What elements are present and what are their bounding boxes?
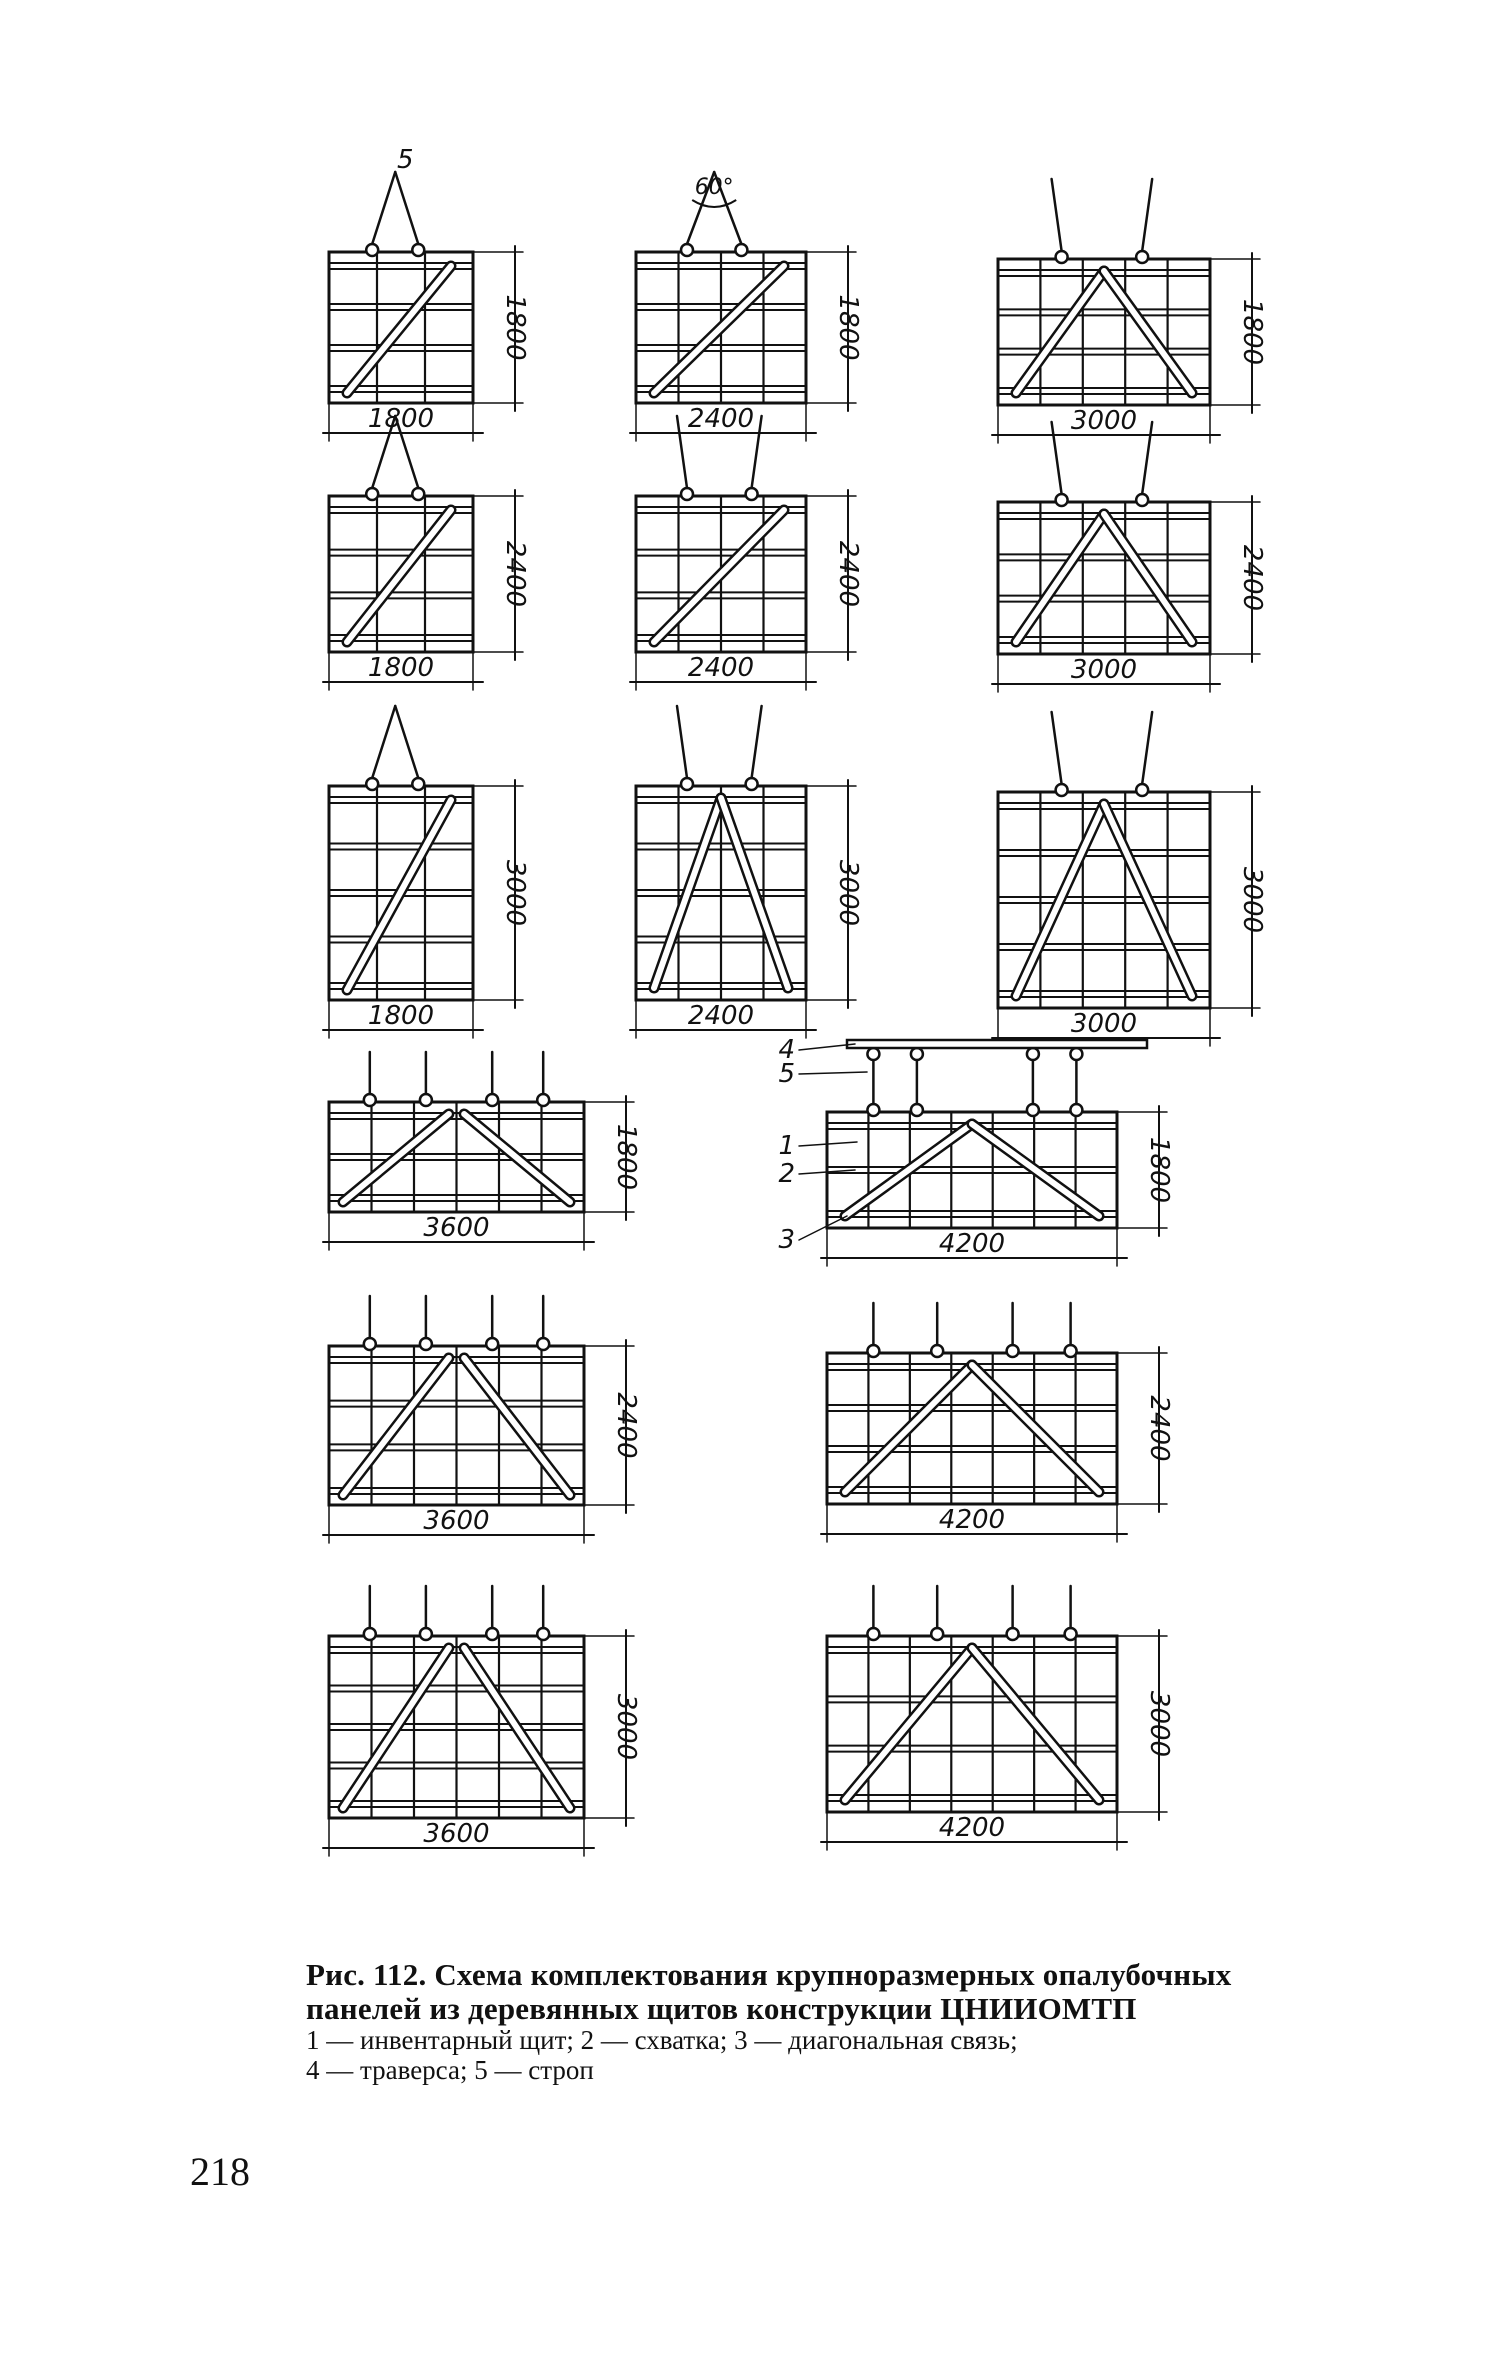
diagonal-brace (1104, 271, 1192, 393)
callout-2: 2 (778, 1159, 795, 1189)
callout-1: 1 (778, 1131, 795, 1161)
figure-caption-legend (306, 2025, 1266, 2085)
diagonal-brace (1016, 271, 1104, 393)
height-label: 1800 (1237, 298, 1267, 366)
width-label: 4200 (938, 1229, 1006, 1259)
height-label: 3000 (1237, 866, 1267, 934)
diagonal-brace (347, 266, 451, 393)
width-label: 1800 (367, 653, 435, 683)
width-label: 1800 (367, 1001, 435, 1031)
diagonal-brace (1104, 514, 1192, 642)
width-label: 2400 (687, 1001, 755, 1031)
sling-label-5: 5 (396, 145, 414, 175)
diagonal-brace (845, 1365, 972, 1492)
width-label: 4200 (938, 1813, 1006, 1843)
panel-12 (323, 1296, 641, 1543)
panel-4 (323, 416, 530, 690)
width-label: 3000 (1070, 406, 1138, 436)
panel-13 (821, 1303, 1174, 1542)
diagonal-brace (343, 1648, 449, 1808)
height-label: 3000 (500, 859, 530, 927)
diagonal-brace (1104, 804, 1192, 996)
diagonal-brace (347, 510, 451, 642)
diagonal-brace (1016, 514, 1104, 642)
panels-group (323, 145, 1267, 1856)
panel-15 (821, 1586, 1174, 1850)
diagonal-brace (464, 1114, 570, 1202)
figure-caption-title: Рис. 112. Схема комплектования крупноразмерных опалубочных панелей из деревянных щитов конструкции ЦНИИОМТП (306, 1957, 1232, 2026)
callout-4: 4 (778, 1035, 795, 1065)
height-label: 3000 (611, 1693, 641, 1761)
width-label: 2400 (687, 404, 755, 434)
width-label: 3000 (1070, 655, 1138, 685)
height-label: 2400 (611, 1392, 641, 1459)
diagonal-brace (464, 1358, 570, 1495)
diagonal-brace (1016, 804, 1104, 996)
legend-line-1: 1 — инвентарный щит; 2 — схватка; 3 — диагональная связь; (306, 2025, 1018, 2055)
width-label: 4200 (938, 1505, 1006, 1535)
panel-1 (323, 145, 530, 441)
panel-9 (992, 712, 1267, 1046)
height-label: 2400 (500, 540, 530, 608)
width-label: 3000 (1070, 1009, 1138, 1039)
panel-6 (992, 422, 1267, 692)
panel-2 (630, 172, 863, 441)
width-label: 3600 (423, 1506, 490, 1536)
page-number: 218 (190, 2149, 250, 2194)
panel-3 (992, 179, 1267, 443)
diagonal-brace (343, 1358, 449, 1495)
width-label: 1800 (367, 404, 435, 434)
callout-5: 5 (778, 1059, 795, 1089)
width-label: 2400 (687, 653, 755, 683)
panel-14 (323, 1586, 641, 1856)
diagonal-brace (845, 1124, 972, 1216)
panel-8 (630, 706, 863, 1038)
panel-10 (323, 1052, 641, 1250)
width-label: 3600 (423, 1213, 490, 1243)
diagonal-brace (721, 798, 788, 988)
angle-label: 60° (694, 175, 734, 200)
diagonal-brace (972, 1365, 1099, 1492)
diagonal-brace (972, 1648, 1099, 1800)
height-label: 2400 (1144, 1395, 1174, 1462)
diagonal-brace (654, 798, 721, 988)
height-label: 2400 (833, 540, 863, 608)
panel-11 (778, 1035, 1174, 1266)
width-label: 3600 (423, 1819, 490, 1849)
panel-7 (323, 706, 530, 1038)
callout-3: 3 (778, 1225, 795, 1255)
height-label: 3000 (1144, 1690, 1174, 1758)
diagonal-brace (343, 1114, 449, 1202)
panel-5 (630, 416, 863, 690)
height-label: 2400 (1237, 544, 1267, 612)
diagonal-brace (845, 1648, 972, 1800)
height-label: 1800 (833, 294, 863, 361)
legend-line-2: 4 — траверса; 5 — строп (306, 2055, 594, 2085)
diagonal-brace (464, 1648, 570, 1808)
height-label: 1800 (500, 294, 530, 361)
height-label: 1800 (1144, 1136, 1174, 1204)
height-label: 3000 (833, 859, 863, 927)
height-label: 1800 (611, 1123, 641, 1191)
diagonal-brace (972, 1124, 1099, 1216)
